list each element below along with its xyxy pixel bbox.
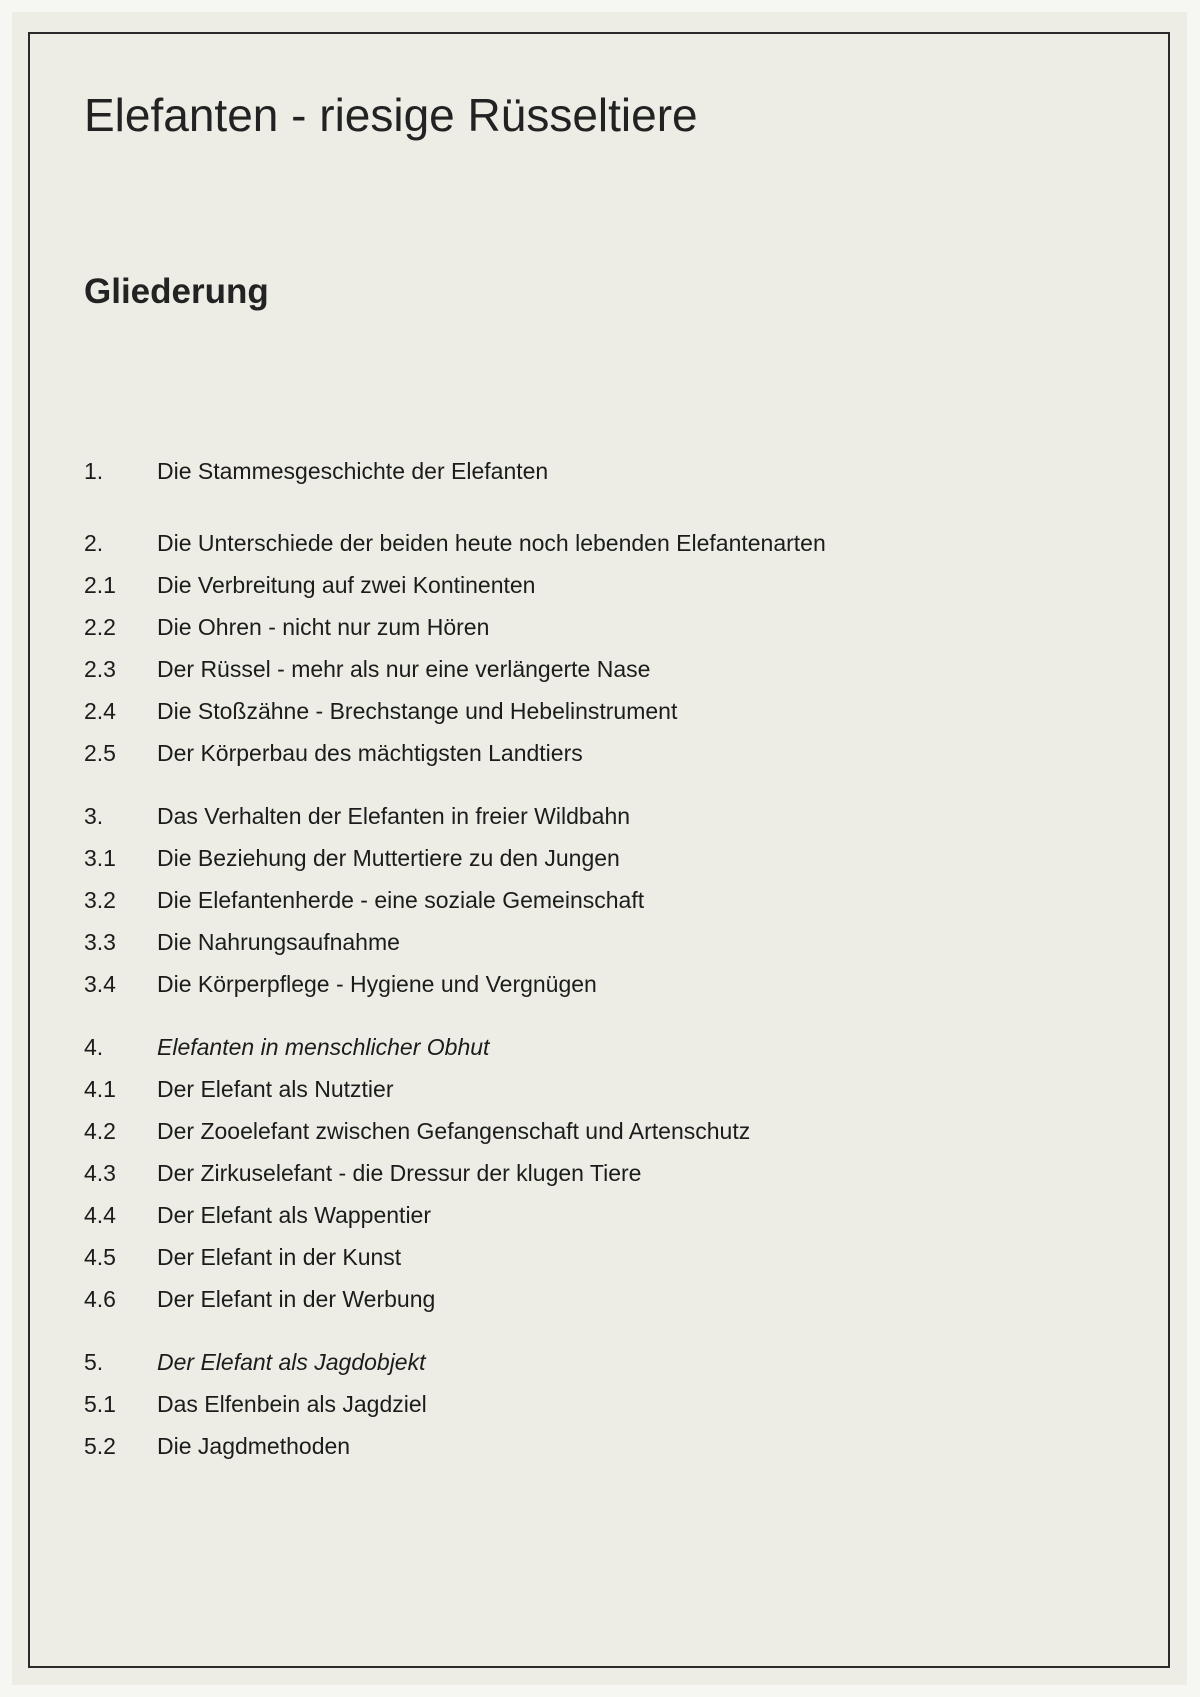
toc-entry-title: Der Elefant als Wappentier	[157, 1202, 432, 1228]
toc-entry-title: Die Elefantenherde - eine soziale Gemeinschaft	[157, 887, 645, 913]
toc-entry-title: Der Elefant in der Kunst	[157, 1244, 402, 1270]
toc-entry-number: 2.3	[84, 656, 116, 682]
toc-entry-title: Die Ohren - nicht nur zum Hören	[157, 614, 490, 640]
toc-entry-number: 4.6	[84, 1286, 116, 1312]
toc-entry-title: Die Stammesgeschichte der Elefanten	[157, 458, 549, 484]
toc-entry-number: 3.3	[84, 929, 116, 955]
toc-entry-title: Die Jagdmethoden	[157, 1433, 351, 1459]
toc-entry-title: Der Elefant in der Werbung	[157, 1286, 436, 1312]
toc-entry-title: Das Elfenbein als Jagdziel	[157, 1391, 427, 1417]
toc-entry-number: 5.	[84, 1349, 104, 1375]
toc-entry-title: Der Rüssel - mehr als nur eine verlängerte Nase	[157, 656, 651, 682]
toc-entry-number: 2.2	[84, 614, 116, 640]
toc-entry-number: 3.	[84, 803, 104, 829]
toc-entry-title: Die Nahrungsaufnahme	[157, 929, 400, 955]
toc-entry-title: Der Körperbau des mächtigsten Landtiers	[157, 740, 583, 766]
toc-entry-title: Der Zooelefant zwischen Gefangenschaft und Artenschutz	[157, 1118, 751, 1144]
toc-entry-title: Der Elefant als Nutztier	[157, 1076, 394, 1102]
toc-entry-number: 5.1	[84, 1391, 116, 1417]
toc-entry-number: 4.4	[84, 1202, 116, 1228]
toc-entry-title: Die Körperpflege - Hygiene und Vergnügen	[157, 971, 597, 997]
toc-entry-number: 3.1	[84, 845, 116, 871]
toc-entry-title: Die Verbreitung auf zwei Kontinenten	[157, 572, 536, 598]
toc-entry-number: 4.2	[84, 1118, 116, 1144]
outline-heading: Gliederung	[84, 272, 269, 311]
toc-entry-title: Das Verhalten der Elefanten in freier Wildbahn	[157, 803, 631, 829]
toc-entry-number: 4.	[84, 1034, 104, 1060]
toc-entry-title: Elefanten in menschlicher Obhut	[157, 1034, 490, 1060]
toc-entry-title: Die Beziehung der Muttertiere zu den Jungen	[157, 845, 620, 871]
toc-entry-title: Der Zirkuselefant - die Dressur der klugen Tiere	[157, 1160, 642, 1186]
toc-entry-number: 4.5	[84, 1244, 116, 1270]
toc-entry-number: 2.1	[84, 572, 116, 598]
toc-entry-title: Die Stoßzähne - Brechstange und Hebelinstrument	[157, 698, 678, 724]
toc-entry-number: 5.2	[84, 1433, 116, 1459]
document-title: Elefanten - riesige Rüsseltiere	[84, 89, 698, 141]
toc-entry-title: Die Unterschiede der beiden heute noch lebenden Elefantenarten	[157, 530, 826, 556]
toc-entry-number: 4.3	[84, 1160, 116, 1186]
toc-entry-number: 2.5	[84, 740, 116, 766]
toc-entry-number: 2.4	[84, 698, 116, 724]
toc-entry-number: 3.4	[84, 971, 116, 997]
toc-entry-number: 3.2	[84, 887, 116, 913]
toc-entry-number: 4.1	[84, 1076, 116, 1102]
toc-entry-number: 2.	[84, 530, 104, 556]
toc-entry-number: 1.	[84, 458, 104, 484]
toc-entry-title: Der Elefant als Jagdobjekt	[157, 1349, 426, 1375]
